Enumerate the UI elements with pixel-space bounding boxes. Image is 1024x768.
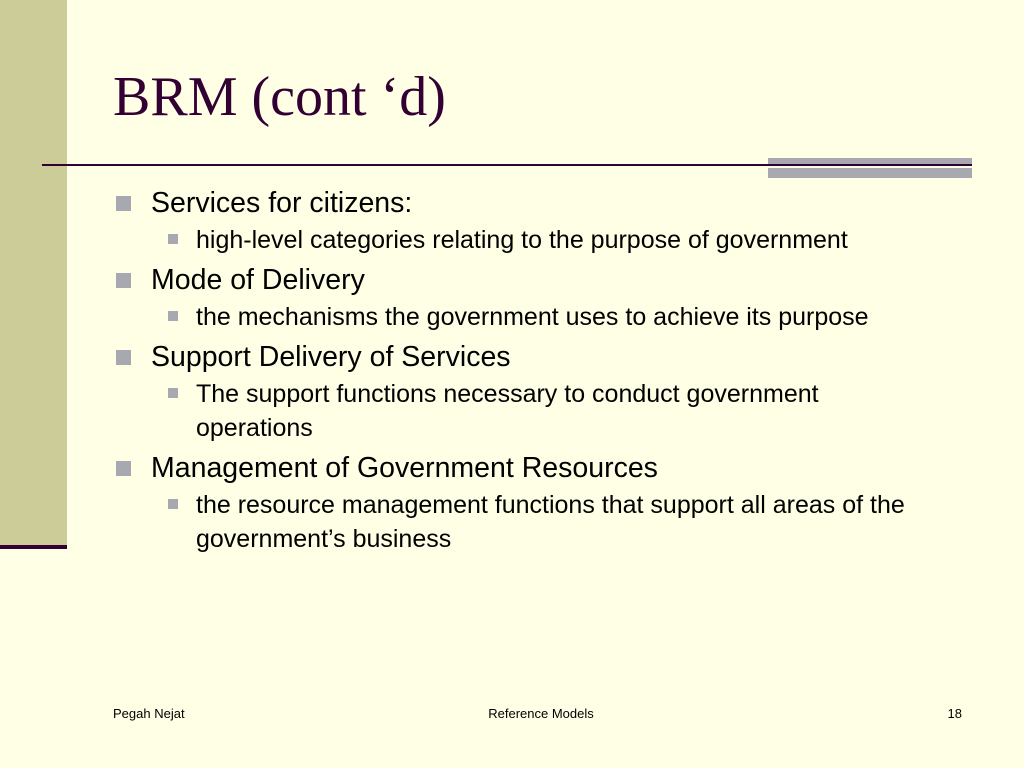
square-bullet-icon: [116, 273, 131, 288]
small-square-bullet-icon: [168, 311, 178, 321]
footer-topic: Reference Models: [488, 706, 594, 721]
footer-page-number: 18: [947, 706, 962, 721]
bullet-support-delivery-of-services: [114, 338, 934, 445]
sub-bullet-text: the resource management functions that support all areas of the government’s business: [196, 491, 905, 553]
sub-bullet-text: The support functions necessary to conduct government operations: [196, 380, 819, 442]
divider-accent-bar-bottom: [768, 168, 972, 178]
square-bullet-icon: [116, 196, 131, 211]
bullet-mode-of-delivery: [114, 261, 934, 334]
sub-bullet-list: [151, 377, 934, 445]
divider-accent-bar-top: [768, 158, 972, 164]
sub-bullet: [151, 300, 934, 334]
bullet-list: [114, 184, 934, 556]
small-square-bullet-icon: [168, 388, 178, 398]
left-accent-line: [0, 545, 67, 549]
slide-title: BRM (cont ‘d): [113, 66, 446, 128]
footer-author: Pegah Nejat: [113, 706, 185, 721]
bullet-text: Services for citizens:: [151, 187, 413, 219]
sub-bullet: [151, 223, 934, 257]
sub-bullet-text: high-level categories relating to the purpose of government: [196, 226, 848, 254]
sub-bullet-list: [151, 223, 934, 257]
sub-bullet: [151, 488, 934, 556]
sub-bullet-list: [151, 488, 934, 556]
bullet-management-of-government-resources: [114, 449, 934, 556]
square-bullet-icon: [116, 461, 131, 476]
sub-bullet-list: [151, 300, 934, 334]
left-decorative-band: [0, 0, 67, 547]
bullet-text: Support Delivery of Services: [151, 341, 511, 373]
small-square-bullet-icon: [168, 234, 178, 244]
title-divider: [42, 164, 972, 166]
sub-bullet-text: the mechanisms the government uses to achieve its purpose: [196, 303, 869, 331]
small-square-bullet-icon: [168, 499, 178, 509]
square-bullet-icon: [116, 350, 131, 365]
bullet-text: Management of Government Resources: [151, 452, 658, 484]
bullet-text: Mode of Delivery: [151, 264, 365, 296]
sub-bullet: [151, 377, 934, 445]
bullet-services-for-citizens: [114, 184, 934, 257]
